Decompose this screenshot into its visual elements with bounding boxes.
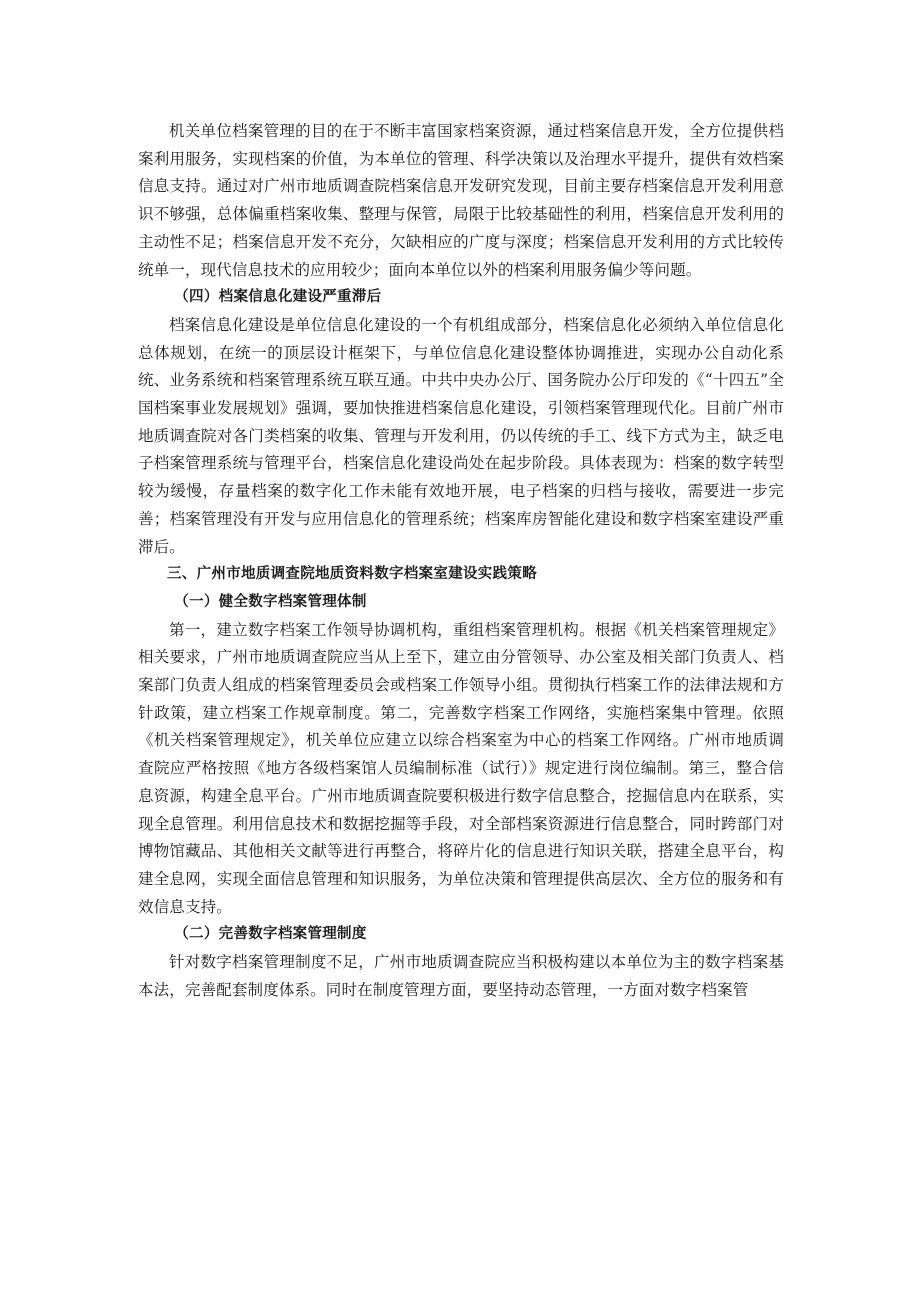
heading-informatization-lag: （四）档案信息化建设严重滞后 — [174, 289, 382, 306]
paragraph-archive-utilization: 机关单位档案管理的目的在于不断丰富国家档案资源，通过档案信息开发，全方位提供档案利用服务，实现档案的价值，为本单位的管理、科学决策以及治理水平提升，提供有效档案信息支持。通过对广州市地质调查院档案信息开发研究发现，目前主要存档案信息开发利用意识不够强，总体偏重档案收集、整理与保管，局限于比较基础性的利用，档案信息开发利用的主动性不足；档案信息开发不充分，欠缺相应的广度与深度；档案信息开发利用的方式比较传统单一，现代信息技术的应用较少；面向本单位以外的档案利用服务偏少等问题。 — [138, 122, 784, 279]
paragraph-informatization: 档案信息化建设是单位信息化建设的一个有机组成部分，档案信息化必须纳入单位信息化总体规划，在统一的顶层设计框架下，与单位信息化建设整体协调推进，实现办公自动化系统、业务系统和档案管理系统互联互通。中共中央办公厅、国务院办公厅印发的《“十四五”全国档案事业发展规划》强调，要加快推进档案信息化建设，引领档案管理现代化。目前广州市地质调查院对各门类档案的收集、管理与开发利用，仍以传统的手工、线下方式为主，缺乏电子档案管理系统与管理平台，档案信息化建设尚处在起步阶段。具体表现为：档案的数字转型较为缓慢，存量档案的数字化工作未能有效地开展，电子档案的归档与接收，需要进一步完善；档案管理没有开发与应用信息化的管理系统；档案库房智能化建设和数字档案室建设严重滞后。 — [138, 315, 784, 556]
paragraph-management-system: 第一，建立数字档案工作领导协调机构，重组档案管理机构。根据《机关档案管理规定》相关要求，广州市地质调查院应当从上至下，建立由分管领导、办公室及相关部门负责人、档案部门负责人组成的档案管理委员会或档案工作领导小组。贯彻执行档案工作的法律法规和方针政策，建立档案工作规章制度。第二，完善数字档案工作网络，实施档案集中管理。依照《机关档案管理规定》，机关单位应建立以综合档案室为中心的档案工作网络。广州市地质调查院应严格按照《地方各级档案馆人员编制标准（试行）》规定进行岗位编制。第三，整合信息资源，构建全息平台。广州市地质调查院要积极进行数字信息整合，挖掘信息内在联系，实现全息管理。利用信息技术和数据挖掘等手段，对全部档案资源进行信息整合，同时跨部门对博物馆藏品、其他相关文献等进行再整合，将碎片化的信息进行知识关联，搭建全息平台，构建全息网，实现全面信息管理和知识服务，为单位决策和管理提供高层次、全方位的服务和有效信息支持。 — [138, 620, 784, 916]
document-page — [138, 118, 784, 1005]
heading-management-rules: （二）完善数字档案管理制度 — [174, 926, 367, 943]
heading-section-three: 三、广州市地质调查院地质资料数字档案室建设实践策略 — [167, 566, 537, 583]
heading-management-system: （一）健全数字档案管理体制 — [174, 593, 367, 610]
paragraph-management-rules: 针对数字档案管理制度不足，广州市地质调查院应当积极构建以本单位为主的数字档案基本法，完善配套制度体系。同时在制度管理方面，要坚持动态管理，一方面对数字档案管 — [138, 953, 784, 999]
